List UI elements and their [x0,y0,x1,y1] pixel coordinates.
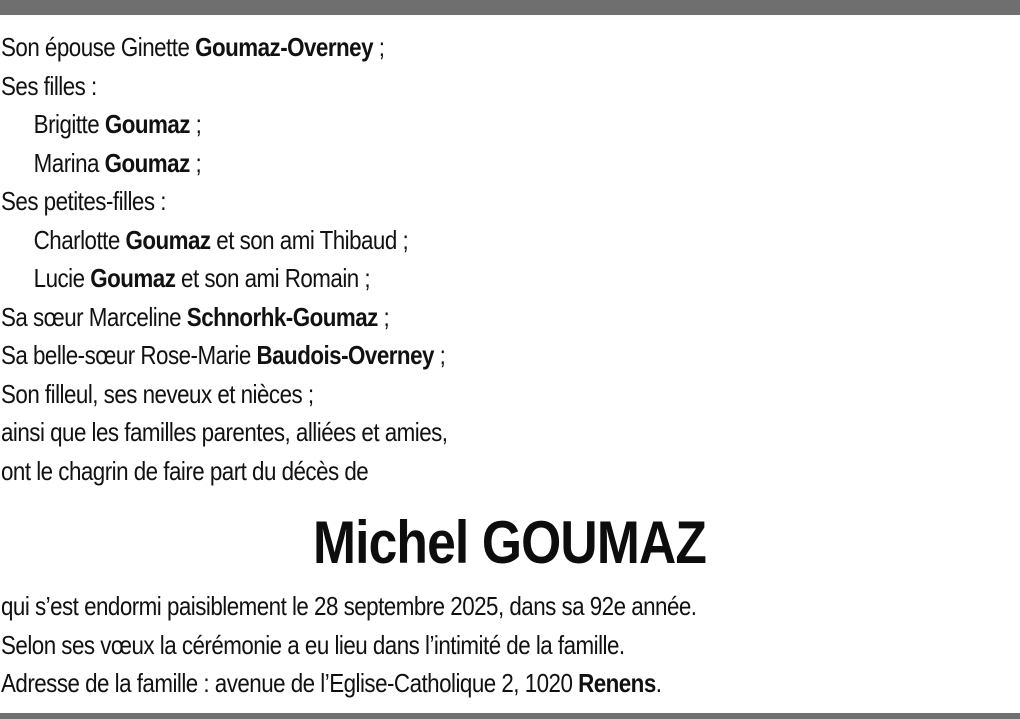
text-fragment: Brigitte [33,109,105,139]
closing-line [1,587,874,626]
family-line [1,298,874,337]
text-fragment: ; [189,109,202,139]
family-line [1,67,874,106]
surname-bold: Goumaz-Overney [195,32,374,62]
text-fragment: Son épouse Ginette [1,32,196,62]
surname-bold: Schnorhk-Goumaz [186,301,378,332]
family-line [1,336,874,375]
family-line [1,259,874,298]
surname-bold: Goumaz [104,147,190,178]
text-fragment: ; [373,32,385,62]
deceased-name [0,500,1020,586]
family-line [1,413,874,452]
family-line [1,221,874,260]
text-fragment: Son filleul, ses neveux et nièces ; [1,378,314,409]
surname-bold: Goumaz [90,263,176,293]
text-fragment: Lucie [33,263,91,293]
top-border-bar [0,0,1020,15]
text-fragment: Ses filles : [1,70,97,101]
deceased-name-text: Michel GOUMAZ [313,509,707,576]
family-line [1,182,874,221]
text-fragment: ont le chagrin de faire part du décès de [1,455,369,486]
closing-line [1,664,874,703]
closing-text [1,587,1016,703]
text-fragment: qui s’est endormi paisiblement le 28 septembre 2025, dans sa 92e année. [1,591,697,621]
family-announcement [1,28,1016,490]
text-fragment: ; [433,340,446,370]
family-line [1,452,874,491]
text-fragment: Sa sœur Marceline [1,301,187,332]
text-fragment: et son ami Romain ; [175,263,371,293]
closing-line [1,626,874,665]
surname-bold: Goumaz [104,109,190,139]
family-line [1,28,874,67]
text-fragment: ; [189,147,202,178]
text-fragment: et son ami Thibaud ; [210,224,409,255]
family-line [1,375,874,414]
surname-bold: Renens [578,668,656,698]
text-fragment: Sa belle-sœur Rose-Marie [1,340,257,370]
text-fragment: ; [377,301,390,332]
text-fragment: Charlotte [33,224,126,255]
surname-bold: Baudois-Overney [256,340,434,370]
text-fragment: Ses petites-filles : [1,186,166,216]
text-fragment: . [655,668,662,698]
text-fragment: Marina [33,147,105,178]
text-fragment: ainsi que les familles parentes, alliées et amies, [1,417,448,447]
bottom-border-bar [0,713,1020,719]
family-line [1,144,874,183]
family-line [1,105,874,144]
surname-bold: Goumaz [125,224,211,255]
text-fragment: Selon ses vœux la cérémonie a eu lieu dans l’intimité de la famille. [1,629,625,660]
text-fragment: Adresse de la famille : avenue de l’Eglise-Catholique 2, 1020 [1,668,579,698]
